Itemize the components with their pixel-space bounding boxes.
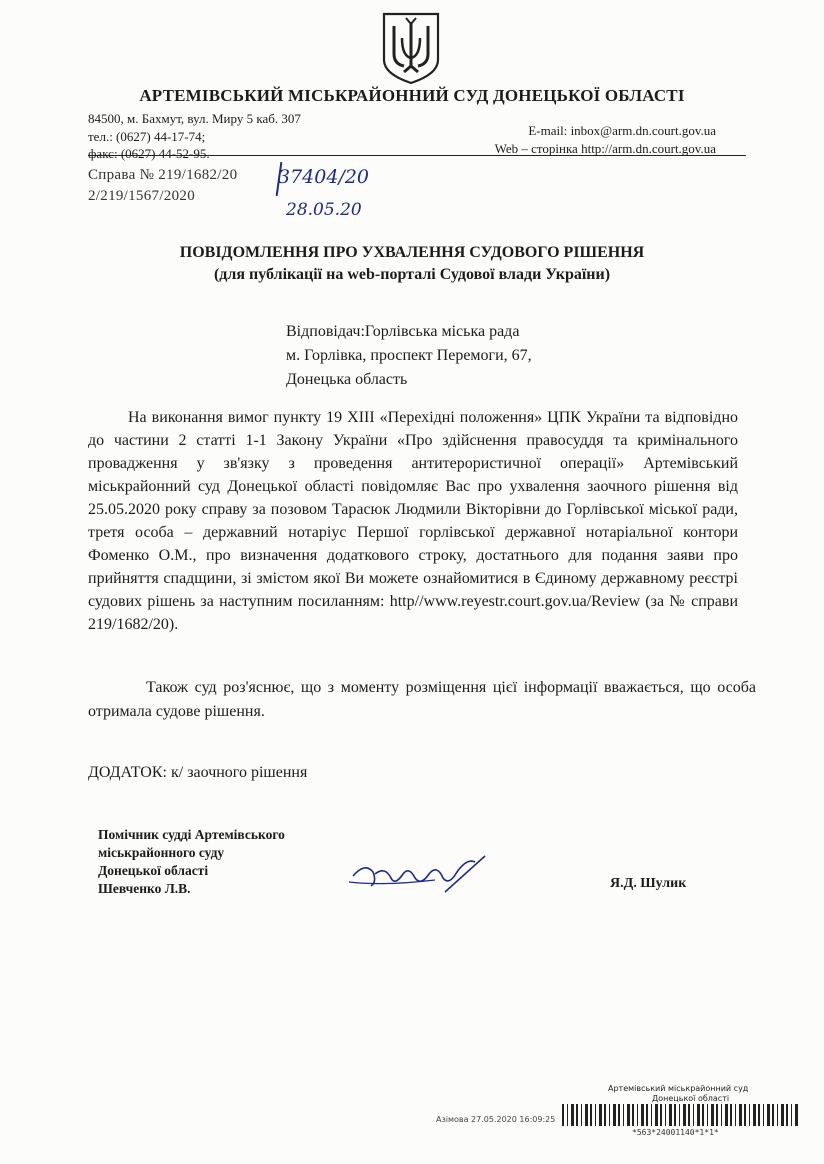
barcode-text: *563*24001140*1*1* <box>632 1128 719 1137</box>
case-block <box>88 165 237 207</box>
respondent-address: м. Горлівка, проспект Перемоги, 67, <box>286 347 532 364</box>
court-address: 84500, м. Бахмут, вул. Миру 5 каб. 307 <box>88 111 301 126</box>
signer-position-line2: міськрайонного суду <box>98 845 225 860</box>
respondent-region: Донецька область <box>286 371 408 388</box>
coat-of-arms-icon <box>380 10 442 86</box>
attachment-line: ДОДАТОК: к/ заочного рішення <box>88 764 308 781</box>
court-website: Web – сторінка http://arm.dn.court.gov.ua <box>494 141 716 156</box>
handwritten-registration-number: 37404/20 <box>278 166 370 188</box>
stamp-registered-by: Азімова 27.05.2020 16:09:25 <box>436 1115 556 1124</box>
court-email: E-mail: inbox@arm.dn.court.gov.ua <box>528 123 716 138</box>
stamp-court-line2: Донецької області <box>652 1094 730 1103</box>
notice-paragraph: На виконання вимог пункту 19 XIII «Перехідні положення» ЦПК України та відповідно до частини 2 статті 1-1 Закону України «Про здійснення правосуддя та кримінального провадження у зв'язку з проведення антитерористичної операції» Артемівський міськрайонний суд Донецької області повідомляє Вас про ухвалення заочного рішення від 25.05.2020 року справу за позовом Тарасюк Людмили Вікторівни до Горлівської міської ради, третя особа – державний нотаріус Першої горлівської державної нотаріальної контори Фоменко О.М., про визначення додаткового строку, достатнього для подання заяви про прийняття спадщини, зі змістом якої Ви можете ознайомитися в Єдиному державному реєстрі судових рішень за наступним посиланням: http//www.reyestr.court.gov.ua/Review (за № справи 219/1682/20). <box>88 409 738 633</box>
respondent-name: Відповідач:Горлівська міська рада <box>286 323 520 340</box>
notice-note <box>88 676 756 724</box>
handwritten-date: 28.05.20 <box>286 200 362 220</box>
signer-name: Я.Д. Шулик <box>610 876 687 891</box>
barcode <box>562 1104 800 1126</box>
signer-position <box>98 826 285 898</box>
signer-assistant-name: Шевченко Л.В. <box>98 881 191 896</box>
notice-note-text: Також суд роз'яснює, що з моменту розміщення цієї інформації вважається, що особа отримала судове рішення. <box>88 679 756 720</box>
court-name: АРТЕМІВСЬКИЙ МІСЬКРАЙОННИЙ СУД ДОНЕЦЬКОЇ ОБЛАСТІ <box>139 86 685 105</box>
court-fax: факс: (0627) 44-52-95. <box>88 146 210 161</box>
case-number: Справа № 219/1682/20 <box>88 167 238 183</box>
court-phone: тел.: (0627) 44-17-74; <box>88 129 206 144</box>
document-title: ПОВІДОМЛЕННЯ ПРО УХВАЛЕННЯ СУДОВОГО РІШЕННЯ <box>179 244 645 261</box>
respondent-block <box>286 320 532 392</box>
stamp-court-line1: Артемівський міськрайонний суд <box>608 1084 749 1093</box>
document-subtitle: (для публікації на web-порталі Судової влади України) <box>213 266 611 283</box>
proceeding-number: 2/219/1567/2020 <box>88 188 196 204</box>
signer-position-line3: Донецької області <box>98 863 209 878</box>
signer-position-line1: Помічник судді Артемівського <box>98 827 285 842</box>
header-divider <box>88 155 746 156</box>
notice-body <box>88 406 738 636</box>
handwritten-signature <box>345 852 495 902</box>
